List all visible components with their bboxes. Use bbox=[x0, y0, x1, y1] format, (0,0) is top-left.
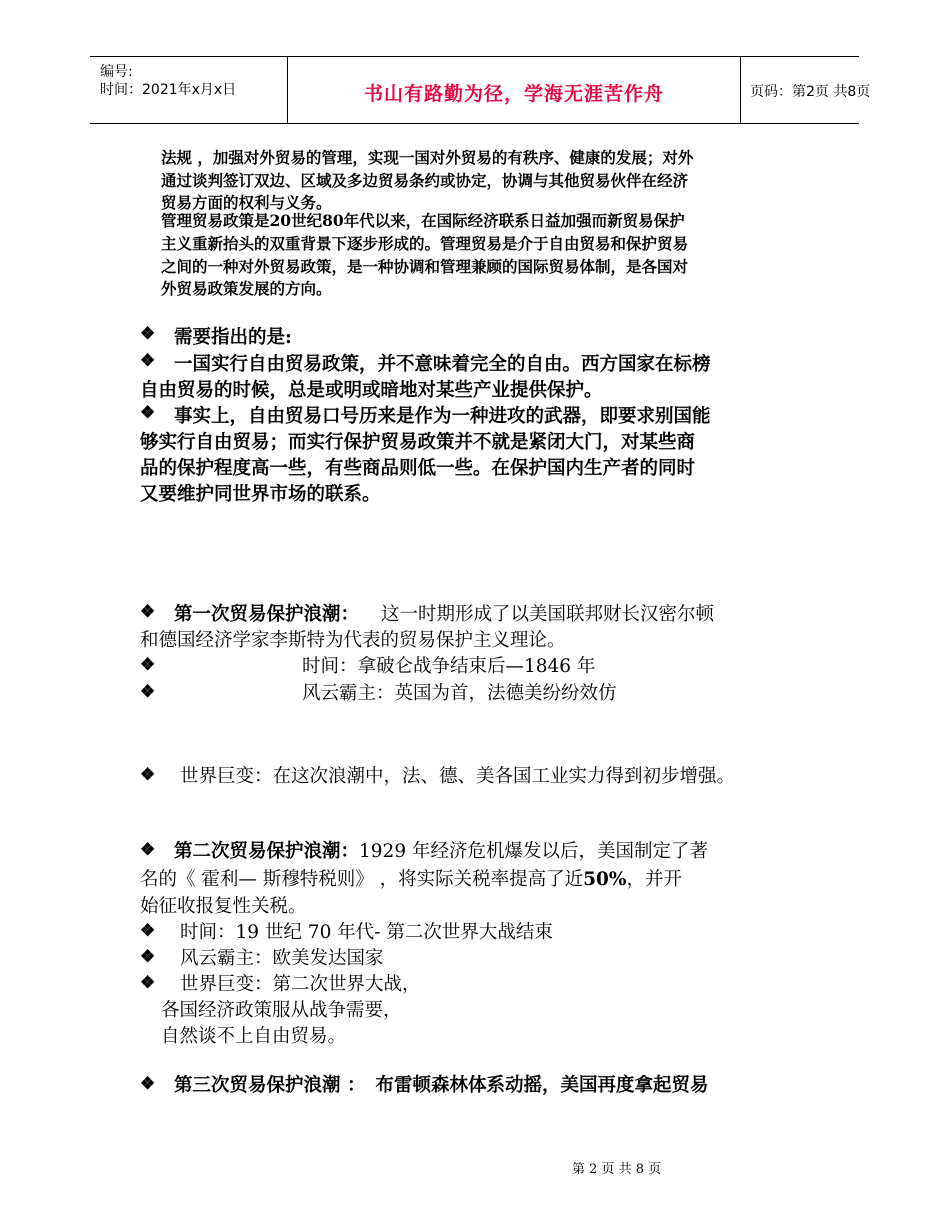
wave2-time: 时间：19 世纪 70 年代- 第二次世界大战结束 bbox=[180, 922, 553, 943]
bullet-diamond: ❖ bbox=[140, 765, 156, 785]
motto: 书山有路勤为径，学海无涯苦作舟 bbox=[363, 83, 664, 105]
header-page-cell bbox=[740, 57, 871, 123]
note-line: 品的保护程度高一些，有些商品则低一些。在保护国内生产者的同时 bbox=[140, 458, 696, 479]
wave2-title: 第二次贸易保护浪潮： bbox=[174, 841, 360, 862]
intro-line: 管理贸易政策是20世纪80年代以来，在国际经济联系日益加强而新贸易保护 bbox=[161, 211, 685, 230]
wave1-desc2: 和德国经济学家李斯特为代表的贸易保护主义理论。 bbox=[140, 630, 566, 651]
note-line: 事实上，自由贸易口号历来是作为一种进攻的武器，即要求别国能 bbox=[174, 406, 711, 427]
bullet-diamond: ❖ bbox=[140, 1074, 156, 1094]
wave2-desc: 1929 年经济危机爆发以后，美国制定了著 bbox=[359, 841, 708, 862]
bullet-diamond: ❖ bbox=[140, 682, 156, 702]
wave2-desc2-line bbox=[140, 865, 682, 891]
wave2-change2: 各国经济政策服从战争需要， bbox=[161, 1000, 402, 1021]
bullet-diamond: ❖ bbox=[140, 351, 156, 371]
page-footer: 第 2 页 共 8 页 bbox=[572, 1162, 662, 1177]
note-line: 又要维护同世界市场的联系。 bbox=[140, 484, 381, 505]
bullet-diamond: ❖ bbox=[140, 655, 156, 675]
wave2-power: 风云霸主：欧美发达国家 bbox=[180, 948, 384, 969]
wave1-line bbox=[174, 600, 714, 626]
bullet-diamond: ❖ bbox=[140, 403, 156, 423]
bullet-diamond: ❖ bbox=[140, 324, 156, 344]
note-heading: 需要指出的是: bbox=[174, 327, 292, 348]
bullet-diamond: ❖ bbox=[140, 840, 156, 860]
bullet-diamond: ❖ bbox=[140, 602, 156, 622]
header-meta-cell bbox=[90, 57, 287, 123]
wave2-change3: 自然谈不上自由贸易。 bbox=[161, 1026, 347, 1047]
wave1-desc: 这一时期形成了以美国联邦财长汉密尔顿 bbox=[381, 604, 715, 625]
wave1-change: 世界巨变：在这次浪潮中，法、德、美各国工业实力得到初步增强。 bbox=[180, 766, 736, 787]
wave2-change: 世界巨变：第二次世界大战， bbox=[180, 974, 421, 995]
header-motto-cell bbox=[287, 57, 741, 123]
wave3-desc: 布雷顿森林体系动摇，美国再度拿起贸易 bbox=[375, 1075, 709, 1096]
wave2-desc3: 始征收报复性关税。 bbox=[140, 896, 307, 917]
bullet-diamond: ❖ bbox=[140, 973, 156, 993]
bullet-diamond: ❖ bbox=[140, 947, 156, 967]
intro-line: 法规 ，加强对外贸易的管理，实现一国对外贸易的有秩序、健康的发展；对外 bbox=[161, 148, 694, 167]
wave1-time: 时间：拿破仑战争结束后—1846 年 bbox=[302, 656, 596, 677]
page-header bbox=[90, 56, 871, 124]
wave3-line bbox=[174, 1071, 708, 1097]
intro-line: 贸易方面的权利与义务。 bbox=[161, 193, 332, 212]
bullet-diamond: ❖ bbox=[140, 921, 156, 941]
wave2-line bbox=[174, 837, 708, 863]
intro-line: 主义重新抬头的双重背景下逐步形成的。管理贸易是介于自由贸易和保护贸易 bbox=[161, 234, 689, 253]
doc-number-label: 编号: bbox=[100, 64, 133, 80]
note-line: 一国实行自由贸易政策，并不意味着完全的自由。西方国家在标榜 bbox=[174, 354, 711, 375]
note-line: 够实行自由贸易；而实行保护贸易政策并不就是紧闭大门，对某些商 bbox=[140, 432, 696, 453]
wave2-desc2: 名的《 霍利— 斯穆特税则》 ，将实际关税率提高了近 bbox=[140, 869, 584, 890]
wave3-title: 第三次贸易保护浪潮 ： bbox=[174, 1075, 366, 1096]
wave2-desc2b: ，并开 bbox=[626, 869, 682, 890]
wave1-power: 风云霸主：英国为首，法德美纷纷效仿 bbox=[302, 683, 617, 704]
note-line: 自由贸易的时候，总是或明或暗地对某些产业提供保护。 bbox=[140, 380, 603, 401]
intro-line: 通过谈判签订双边、区域及多边贸易条约或协定，协调与其他贸易伙伴在经济 bbox=[161, 171, 689, 190]
intro-line: 之间的一种对外贸易政策，是一种协调和管理兼顾的国际贸易体制，是各国对 bbox=[161, 257, 689, 276]
wave1-title: 第一次贸易保护浪潮： bbox=[174, 604, 360, 625]
intro-line: 外贸易政策发展的方向。 bbox=[161, 279, 332, 298]
page-indicator: 页码：第2页 共8页 bbox=[750, 84, 871, 100]
time-label: 时间：2021年x月x日 bbox=[100, 82, 237, 98]
wave2-percent: 50% bbox=[583, 869, 627, 890]
